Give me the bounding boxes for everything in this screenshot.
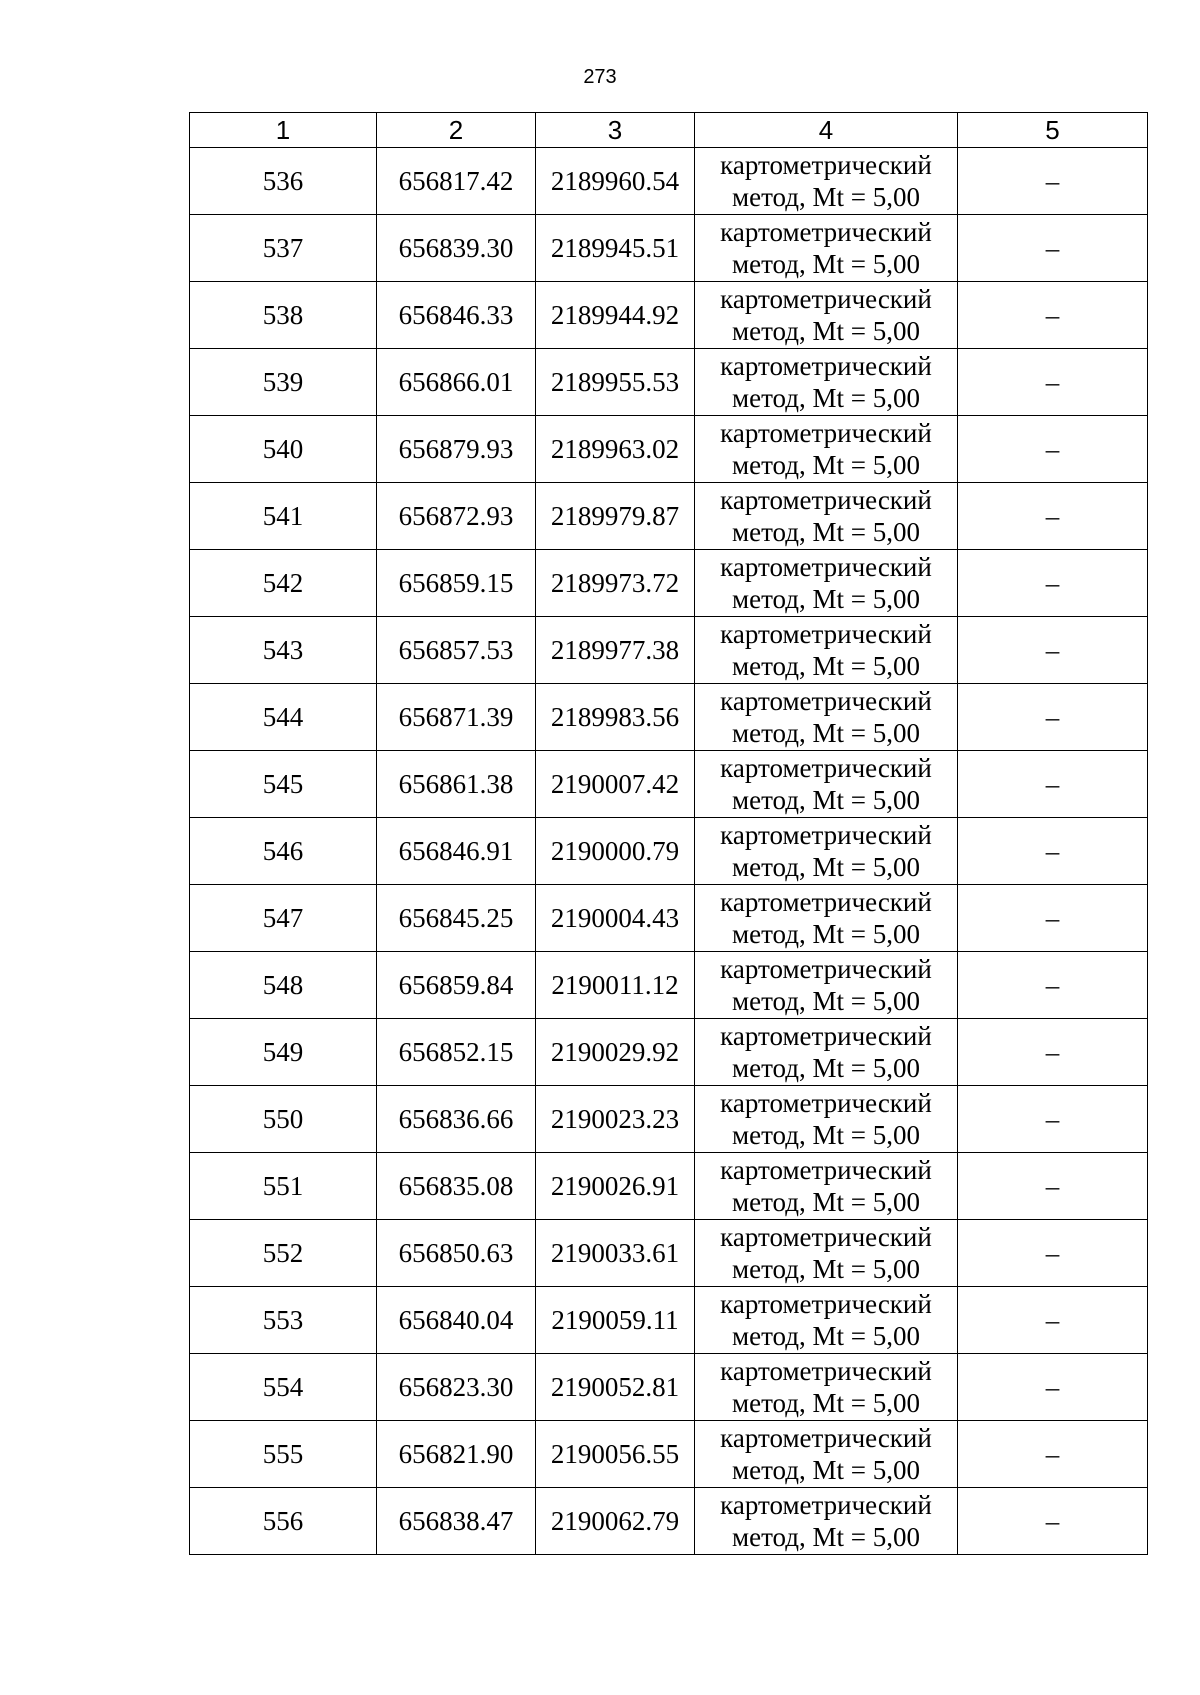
y-coordinate-cell: 2189944.92 [536,282,695,349]
method-cell [695,1488,958,1555]
table-header [190,113,1148,148]
x-coordinate-cell: 656879.93 [377,416,536,483]
note-cell: – [958,751,1148,818]
x-coordinate-cell: 656839.30 [377,215,536,282]
method-accuracy-text: метод, Mt = 5,00 [732,182,920,212]
method-name-text: картометрический [720,619,932,649]
method-accuracy-text: метод, Mt = 5,00 [732,852,920,882]
note-cell: – [958,282,1148,349]
method-accuracy-text: метод, Mt = 5,00 [732,718,920,748]
table-row [190,885,1148,952]
method-name-text: картометрический [720,954,932,984]
point-number-cell: 536 [190,148,377,215]
y-coordinate-cell: 2190033.61 [536,1220,695,1287]
method-accuracy-text: метод, Mt = 5,00 [732,1522,920,1552]
method-accuracy-text: метод, Mt = 5,00 [732,316,920,346]
method-name-text: картометрический [720,552,932,582]
method-cell [695,550,958,617]
header-col-1: 1 [190,113,377,148]
method-accuracy-text: метод, Mt = 5,00 [732,1187,920,1217]
table-row [190,952,1148,1019]
note-cell: – [958,885,1148,952]
method-name-text: картометрический [720,1088,932,1118]
y-coordinate-cell: 2189979.87 [536,483,695,550]
y-coordinate-cell: 2189960.54 [536,148,695,215]
method-name-text: картометрический [720,217,932,247]
x-coordinate-cell: 656850.63 [377,1220,536,1287]
table-row [190,550,1148,617]
method-cell [695,1287,958,1354]
table-row [190,1488,1148,1555]
table-row [190,1354,1148,1421]
header-row [190,113,1148,148]
method-cell [695,1354,958,1421]
y-coordinate-cell: 2190000.79 [536,818,695,885]
method-cell [695,684,958,751]
method-cell [695,349,958,416]
method-cell [695,1153,958,1220]
note-cell: – [958,1287,1148,1354]
note-cell: – [958,550,1148,617]
method-cell [695,1019,958,1086]
x-coordinate-cell: 656835.08 [377,1153,536,1220]
y-coordinate-cell: 2190056.55 [536,1421,695,1488]
method-cell [695,1086,958,1153]
point-number-cell: 551 [190,1153,377,1220]
note-cell: – [958,416,1148,483]
note-cell: – [958,818,1148,885]
x-coordinate-cell: 656821.90 [377,1421,536,1488]
note-cell: – [958,1354,1148,1421]
method-accuracy-text: метод, Mt = 5,00 [732,1388,920,1418]
y-coordinate-cell: 2190062.79 [536,1488,695,1555]
x-coordinate-cell: 656838.47 [377,1488,536,1555]
point-number-cell: 550 [190,1086,377,1153]
method-accuracy-text: метод, Mt = 5,00 [732,1254,920,1284]
method-cell [695,818,958,885]
y-coordinate-cell: 2189963.02 [536,416,695,483]
y-coordinate-cell: 2190007.42 [536,751,695,818]
table-row [190,1086,1148,1153]
method-name-text: картометрический [720,820,932,850]
method-name-text: картометрический [720,1155,932,1185]
point-number-cell: 537 [190,215,377,282]
method-name-text: картометрический [720,485,932,515]
method-accuracy-text: метод, Mt = 5,00 [732,986,920,1016]
x-coordinate-cell: 656846.33 [377,282,536,349]
coordinates-table [189,112,1148,1555]
method-cell [695,952,958,1019]
method-accuracy-text: метод, Mt = 5,00 [732,919,920,949]
note-cell: – [958,1421,1148,1488]
x-coordinate-cell: 656840.04 [377,1287,536,1354]
method-accuracy-text: метод, Mt = 5,00 [732,517,920,547]
method-name-text: картометрический [720,887,932,917]
method-accuracy-text: метод, Mt = 5,00 [732,651,920,681]
note-cell: – [958,1086,1148,1153]
x-coordinate-cell: 656836.66 [377,1086,536,1153]
method-accuracy-text: метод, Mt = 5,00 [732,450,920,480]
table-row [190,282,1148,349]
x-coordinate-cell: 656823.30 [377,1354,536,1421]
method-name-text: картометрический [720,150,932,180]
method-accuracy-text: метод, Mt = 5,00 [732,249,920,279]
method-cell [695,1421,958,1488]
point-number-cell: 540 [190,416,377,483]
method-cell [695,885,958,952]
note-cell: – [958,1220,1148,1287]
method-accuracy-text: метод, Mt = 5,00 [732,1120,920,1150]
table-row [190,416,1148,483]
table-row [190,818,1148,885]
header-col-2: 2 [377,113,536,148]
point-number-cell: 545 [190,751,377,818]
method-accuracy-text: метод, Mt = 5,00 [732,1321,920,1351]
method-accuracy-text: метод, Mt = 5,00 [732,1053,920,1083]
y-coordinate-cell: 2189977.38 [536,617,695,684]
method-accuracy-text: метод, Mt = 5,00 [732,1455,920,1485]
point-number-cell: 541 [190,483,377,550]
point-number-cell: 552 [190,1220,377,1287]
method-cell [695,148,958,215]
point-number-cell: 556 [190,1488,377,1555]
point-number-cell: 547 [190,885,377,952]
point-number-cell: 546 [190,818,377,885]
x-coordinate-cell: 656871.39 [377,684,536,751]
y-coordinate-cell: 2189955.53 [536,349,695,416]
method-name-text: картометрический [720,1423,932,1453]
x-coordinate-cell: 656859.15 [377,550,536,617]
x-coordinate-cell: 656872.93 [377,483,536,550]
x-coordinate-cell: 656852.15 [377,1019,536,1086]
header-col-5: 5 [958,113,1148,148]
method-cell [695,751,958,818]
x-coordinate-cell: 656866.01 [377,349,536,416]
y-coordinate-cell: 2189973.72 [536,550,695,617]
y-coordinate-cell: 2190029.92 [536,1019,695,1086]
header-col-4: 4 [695,113,958,148]
table-row [190,1421,1148,1488]
note-cell: – [958,148,1148,215]
method-name-text: картометрический [720,1356,932,1386]
method-accuracy-text: метод, Mt = 5,00 [732,584,920,614]
method-name-text: картометрический [720,418,932,448]
note-cell: – [958,684,1148,751]
x-coordinate-cell: 656846.91 [377,818,536,885]
method-name-text: картометрический [720,686,932,716]
method-cell [695,215,958,282]
page-number: 273 [583,66,617,88]
y-coordinate-cell: 2190023.23 [536,1086,695,1153]
method-cell [695,282,958,349]
note-cell: – [958,1488,1148,1555]
note-cell: – [958,215,1148,282]
x-coordinate-cell: 656817.42 [377,148,536,215]
y-coordinate-cell: 2189983.56 [536,684,695,751]
table-row [190,1019,1148,1086]
table-body [190,148,1148,1555]
note-cell: – [958,1153,1148,1220]
table-row [190,215,1148,282]
method-cell [695,483,958,550]
method-cell [695,1220,958,1287]
y-coordinate-cell: 2190026.91 [536,1153,695,1220]
table-row [190,349,1148,416]
point-number-cell: 548 [190,952,377,1019]
method-name-text: картометрический [720,1222,932,1252]
table-row [190,1287,1148,1354]
method-cell [695,617,958,684]
method-cell [695,416,958,483]
method-accuracy-text: метод, Mt = 5,00 [732,785,920,815]
x-coordinate-cell: 656857.53 [377,617,536,684]
method-name-text: картометрический [720,1490,932,1520]
y-coordinate-cell: 2189945.51 [536,215,695,282]
table-row [190,483,1148,550]
table-row [190,1220,1148,1287]
note-cell: – [958,952,1148,1019]
header-col-3: 3 [536,113,695,148]
note-cell: – [958,1019,1148,1086]
y-coordinate-cell: 2190059.11 [536,1287,695,1354]
method-name-text: картометрический [720,351,932,381]
y-coordinate-cell: 2190004.43 [536,885,695,952]
point-number-cell: 544 [190,684,377,751]
point-number-cell: 543 [190,617,377,684]
point-number-cell: 538 [190,282,377,349]
y-coordinate-cell: 2190011.12 [536,952,695,1019]
method-name-text: картометрический [720,284,932,314]
table-row [190,684,1148,751]
point-number-cell: 549 [190,1019,377,1086]
point-number-cell: 539 [190,349,377,416]
note-cell: – [958,617,1148,684]
table-row [190,1153,1148,1220]
point-number-cell: 555 [190,1421,377,1488]
x-coordinate-cell: 656859.84 [377,952,536,1019]
method-accuracy-text: метод, Mt = 5,00 [732,383,920,413]
table-row [190,751,1148,818]
note-cell: – [958,349,1148,416]
table-row [190,617,1148,684]
x-coordinate-cell: 656845.25 [377,885,536,952]
x-coordinate-cell: 656861.38 [377,751,536,818]
point-number-cell: 553 [190,1287,377,1354]
point-number-cell: 554 [190,1354,377,1421]
y-coordinate-cell: 2190052.81 [536,1354,695,1421]
method-name-text: картометрический [720,1021,932,1051]
point-number-cell: 542 [190,550,377,617]
table-row [190,148,1148,215]
note-cell: – [958,483,1148,550]
method-name-text: картометрический [720,753,932,783]
method-name-text: картометрический [720,1289,932,1319]
